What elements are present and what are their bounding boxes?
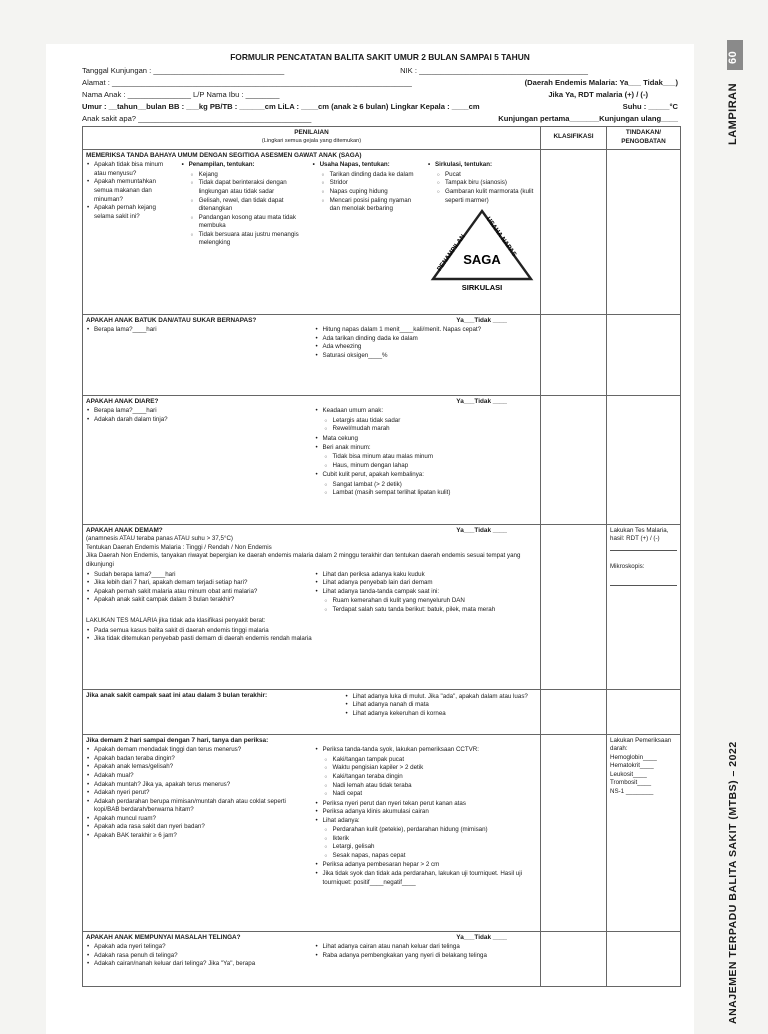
- list-item: • Apakah muncul ruam?: [94, 815, 309, 824]
- list-item: ○ Mencari posisi paling nyaman dan menolak berbaring: [330, 197, 421, 214]
- header-line-3: [82, 90, 678, 99]
- telinga-yes-no[interactable]: Ya___Tidak ____: [456, 933, 507, 941]
- tindakan-cell[interactable]: [607, 689, 681, 734]
- nik-field[interactable]: NIK : ________________________________________: [400, 65, 588, 75]
- rdt-result-field[interactable]: Jika Ya, RDT malaria (+) / (-): [548, 89, 648, 99]
- page-number: 60: [727, 50, 739, 64]
- list-item[interactable]: Leukosit____: [610, 770, 647, 778]
- saga-triangle-diagram: [427, 207, 537, 293]
- list-item: ○ Terdapat salah satu tanda berikut: batuk, pilek, mata merah: [333, 606, 538, 615]
- list-item: • Mata cekung: [323, 435, 538, 444]
- batuk-section: [83, 314, 681, 395]
- list-item[interactable]: Hematokrit____: [610, 762, 654, 770]
- form-title: FORMULIR PENCATATAN BALITA SAKIT UMUR 2 BULAN SAMPAI 5 TAHUN: [230, 52, 530, 62]
- header-line-2: [82, 78, 678, 87]
- saga-label-penampilan: PENAMPILAN: [436, 233, 467, 273]
- list-item: • Periksa adanya klinis akumulasi cairan: [323, 808, 538, 817]
- list-item: • Berapa lama?____hari: [94, 326, 309, 335]
- batuk-yes-no[interactable]: Ya___Tidak ____: [456, 316, 507, 324]
- telinga-title: APAKAH ANAK MEMPUNYAI MASALAH TELINGA?: [86, 933, 241, 941]
- saga-title: MEMERIKSA TANDA BAHAYA UMUM DENGAN SEGITIGA ASESMEN GAWAT ANAK (SAGA): [86, 151, 362, 159]
- demam-note-3: Jika Daerah Non Endemis, tanyakan riwayat bepergian ke daerah endemis malaria dalam 2 minggu terakhir dan tentukan daerah endemis sesuai tempat yang dikunjungi: [86, 552, 521, 569]
- list-item: • Ada tarikan dinding dada ke dalam: [323, 335, 538, 344]
- list-item: ○ Tidak dapat berinteraksi dengan lingkungan atau tidak sadar: [199, 179, 306, 196]
- list-item: • Beri anak minum:: [323, 444, 538, 453]
- list-item: ○ Nadi lemah atau tidak teraba: [333, 782, 538, 791]
- klasifikasi-cell[interactable]: [541, 734, 607, 931]
- list-item: • Apakah anak lemas/gelisah?: [94, 763, 309, 772]
- list-item: • Periksa tanda-tanda syok, lakukan pemeriksaan CCTVR:: [323, 746, 538, 755]
- lampiran-label: LAMPIRAN: [727, 82, 739, 145]
- diare-section: [83, 395, 681, 524]
- list-item: • Apakah badan teraba dingin?: [94, 755, 309, 764]
- saga-label-sirkulasi: SIRKULASI: [461, 283, 503, 293]
- list-item: • Jika tidak syok dan tidak ada perdarahan, lakukan uji tourniquet. Hasil uji tourniquet: positif____negatif____: [323, 870, 538, 887]
- klasifikasi-cell[interactable]: [541, 314, 607, 395]
- list-item: • Lihat adanya luka di mulut. Jika "ada", apakah dalam atau luas?: [353, 693, 538, 702]
- list-item: • Apakah ada rasa sakit dan nyeri badan?: [94, 823, 309, 832]
- tindakan-cell[interactable]: [607, 395, 681, 524]
- header-line-1: [82, 66, 678, 75]
- list-item: ○ Rewel/mudah marah: [333, 425, 538, 434]
- list-item: ○ Kaki/tangan tampak pucat: [333, 756, 538, 765]
- malaria-test-action: Lakukan Tes Malaria, hasil: RDT (+) / (-): [610, 526, 669, 543]
- visit-date-field[interactable]: Tanggal Kunjungan : _______________________________: [82, 65, 285, 75]
- list-item: • Lihat dan periksa adanya kaku kuduk: [323, 571, 538, 580]
- list-item: ○ Ruam kemerahan di kulit yang menyeluruh DAN: [333, 597, 538, 606]
- demam-note-1: (anamnesis ATAU teraba panas ATAU suhu > 37,5°C): [86, 535, 233, 543]
- visit-type-field[interactable]: Kunjungan pertama_______Kunjungan ulang____: [498, 113, 678, 123]
- list-item: ○ Sangat lambat (> 2 detik): [333, 481, 538, 490]
- list-item: ○ Stridor: [330, 179, 421, 188]
- list-item: • Apakah BAK terakhir ≥ 6 jam?: [94, 832, 309, 841]
- list-item: • Jika tidak ditemukan penyebab pasti demam di daerah endemis rendah malaria: [94, 635, 537, 644]
- list-item: • Berapa lama?____hari: [94, 407, 309, 416]
- child-name-field[interactable]: Nama Anak : _______________ L/P Nama Ibu : ________: [82, 89, 280, 99]
- list-item: ○ Perdarahan kulit (petekie), perdarahan hidung (mimisan): [333, 826, 538, 835]
- header-tindakan: TINDAKAN/ PENGOBATAN: [607, 126, 681, 149]
- klasifikasi-cell[interactable]: [541, 149, 607, 314]
- list-item: ○ Gelisah, rewel, dan tidak dapat ditenangkan: [199, 197, 306, 214]
- registration-form: [82, 52, 678, 987]
- list-item: ○ Nadi cepat: [333, 790, 538, 799]
- list-item: • Lihat adanya kekeruhan di kornea: [353, 710, 538, 719]
- complaint-field[interactable]: Anak sakit apa? _________________________________________: [82, 113, 312, 123]
- table-header-row: [83, 126, 681, 149]
- list-item: ○ Kejang: [199, 171, 306, 180]
- list-item: • Periksa adanya pembesaran hepar > 2 cm: [323, 861, 538, 870]
- malaria-test-note: LAKUKAN TES MALARIA jika tidak ada klasifikasi penyakit berat:: [86, 617, 266, 625]
- list-item: • Raba adanya pembengkakan yang nyeri di belakang telinga: [323, 952, 538, 961]
- list-item: • Adakah rasa penuh di telinga?: [94, 952, 309, 961]
- list-item[interactable]: NS-1 ________: [610, 787, 654, 795]
- header-penilaian: PENILAIAN (Lingkari semua gejala yang ditemukan): [83, 126, 541, 149]
- list-item: • Adakah muntah? Jika ya, apakah terus menerus?: [94, 781, 309, 790]
- malaria-endemic-field[interactable]: (Daerah Endemis Malaria: Ya___ Tidak___): [524, 77, 678, 87]
- list-item: • Apakah ada nyeri telinga?: [94, 943, 309, 952]
- saga-section: [83, 149, 681, 314]
- saga-penampilan-title: • Penampilan, tentukan:: [189, 161, 306, 170]
- list-item: • Adakah cairan/nanah keluar dari telinga? Jika "Ya", berapa: [94, 960, 309, 969]
- header-line-4: [82, 102, 678, 111]
- microscopy-action: Mikroskopis:: [610, 562, 645, 570]
- tindakan-cell[interactable]: [607, 524, 681, 689]
- list-item: • Saturasi oksigen____%: [323, 352, 538, 361]
- demam-section: [83, 524, 681, 689]
- list-item: ○ Haus, minum dengan lahap: [333, 462, 538, 471]
- list-item: • Apakah demam mendadak tinggi dan terus menerus?: [94, 746, 309, 755]
- list-item: ○ Tampak biru (sianosis): [445, 179, 537, 188]
- list-item: ○ Tidak bersuara atau justru menangis melengking: [199, 231, 306, 248]
- diare-title: APAKAH ANAK DIARE?: [86, 397, 159, 405]
- saga-napas-title: • Usaha Napas, tentukan:: [320, 161, 421, 170]
- temperature-field[interactable]: Suhu : _____°C: [622, 101, 678, 111]
- demam-note-2: Tentukan Daerah Endemis Malaria : Tinggi / Rendah / Non Endemis: [86, 543, 272, 551]
- list-item: • Apakah anak sakit campak dalam 3 bulan terakhir?: [94, 596, 309, 605]
- list-item: ○ Gambaran kulit marmorata (kulit seperti marmer): [445, 188, 537, 205]
- list-item: • Adakah mual?: [94, 772, 309, 781]
- list-item: • Jika lebih dari 7 hari, apakah demam terjadi setiap hari?: [94, 579, 309, 588]
- tindakan-cell[interactable]: [607, 931, 681, 986]
- klasifikasi-cell[interactable]: [541, 395, 607, 524]
- list-item: • Apakah pernah sakit malaria atau minum obat anti malaria?: [94, 588, 309, 597]
- list-item: • Cubit kulit perut, apakah kembalinya:: [323, 471, 538, 480]
- list-item: • Sudah berapa lama?____hari: [94, 571, 309, 580]
- campak-section: [83, 689, 681, 734]
- list-item: • Hitung napas dalam 1 menit____kali/menit. Napas cepat?: [323, 326, 538, 335]
- document-page: [46, 44, 694, 1034]
- list-item: • Apakah tidak bisa minum atau menyusu?: [94, 161, 175, 178]
- list-item: ○ Lambat (masih sempat terlihat lipatan kulit): [333, 489, 538, 498]
- list-item: • Apakah memuntahkan semua makanan dan minuman?: [94, 178, 175, 204]
- list-item[interactable]: Trombosit____: [610, 779, 652, 787]
- list-item: • Adakah nyeri perut?: [94, 789, 309, 798]
- list-item: • Periksa nyeri perut dan nyeri tekan perut kanan atas: [323, 800, 538, 809]
- list-item: • Lihat adanya:: [323, 817, 538, 826]
- demam-yes-no[interactable]: Ya___Tidak ____: [456, 526, 507, 534]
- list-item: • Adakah perdarahan berupa mimisan/muntah darah atau coklat seperti kopi/BAB berdarah/berwarna hitam?: [94, 798, 309, 815]
- saga-label-usaha-napas: USAHA NAPAS: [484, 215, 518, 259]
- klasifikasi-cell[interactable]: [541, 524, 607, 689]
- address-field[interactable]: Alamat : _______________________________________________________________________: [82, 77, 412, 87]
- list-item: ○ Tidak bisa minum atau malas minum: [333, 453, 538, 462]
- header-klasifikasi: KLASIFIKASI: [541, 126, 607, 149]
- header-line-5: [82, 114, 678, 123]
- demam-title: APAKAH ANAK DEMAM?: [86, 526, 163, 534]
- telinga-section: [83, 931, 681, 986]
- list-item: • Lihat adanya cairan atau nanah keluar dari telinga: [323, 943, 538, 952]
- list-item: ○ Pandangan kosong atau mata tidak membuka: [199, 214, 306, 231]
- list-item: • Apakah pernah kejang selama sakit ini?: [94, 204, 175, 221]
- tindakan-cell[interactable]: [607, 149, 681, 314]
- list-item: ○ Waktu pengisian kapiler > 2 detik: [333, 764, 538, 773]
- assessment-table: [82, 126, 681, 987]
- list-item: ○ Pucat: [445, 171, 537, 180]
- campak-title: Jika anak sakit campak saat ini atau dalam 3 bulan terakhir:: [86, 691, 268, 699]
- list-item[interactable]: Hemoglobin____: [610, 753, 657, 761]
- klasifikasi-cell[interactable]: [541, 689, 607, 734]
- list-item: • Lihat adanya tanda-tanda campak saat ini:: [323, 588, 538, 597]
- anthropometry-fields[interactable]: Umur : __tahun__bulan BB : ___kg PB/TB : ______cm LiLA : ____cm (anak ≥ 6 bulan) Lingkar Kepala : ____cm: [82, 101, 480, 111]
- list-item: • Lihat adanya nanah di mata: [353, 701, 538, 710]
- list-item: • Pada semua kasus balita sakit di daerah endemis tinggi malaria: [94, 627, 537, 636]
- saga-triangle-shape: [433, 211, 531, 279]
- list-item: ○ Letargis atau tidak sadar: [333, 417, 538, 426]
- saga-sirkulasi-title: • Sirkulasi, tentukan:: [435, 161, 537, 170]
- book-title-vertical: ANAJEMEN TERPADU BALITA SAKIT (MTBS) – 2022: [727, 741, 739, 1024]
- klasifikasi-cell[interactable]: [541, 931, 607, 986]
- list-item: ○ Kaki/tangan teraba dingin: [333, 773, 538, 782]
- batuk-title: APAKAH ANAK BATUK DAN/ATAU SUKAR BERNAPAS?: [86, 316, 257, 324]
- list-item: • Ada wheezing: [323, 343, 538, 352]
- blood-test-title: Lakukan Pemeriksaan darah:: [610, 736, 672, 753]
- list-item: ○ Napas cuping hidung: [330, 188, 421, 197]
- list-item: ○ Letargi, gelisah: [333, 843, 538, 852]
- list-item: ○ Tarikan dinding dada ke dalam: [330, 171, 421, 180]
- list-item: • Keadaan umum anak:: [323, 407, 538, 416]
- tindakan-cell[interactable]: [607, 734, 681, 931]
- list-item: • Adakah darah dalam tinja?: [94, 416, 309, 425]
- dbd-title: Jika demam 2 hari sampai dengan 7 hari, tanya dan periksa:: [86, 736, 269, 744]
- list-item: • Lihat adanya penyebab lain dari demam: [323, 579, 538, 588]
- diare-yes-no[interactable]: Ya___Tidak ____: [456, 397, 507, 405]
- tindakan-cell[interactable]: [607, 314, 681, 395]
- saga-label-center: SAGA: [463, 252, 501, 268]
- dbd-section: [83, 734, 681, 931]
- list-item: ○ Ikterik: [333, 835, 538, 844]
- list-item: ○ Sesak napas, napas cepat: [333, 852, 538, 861]
